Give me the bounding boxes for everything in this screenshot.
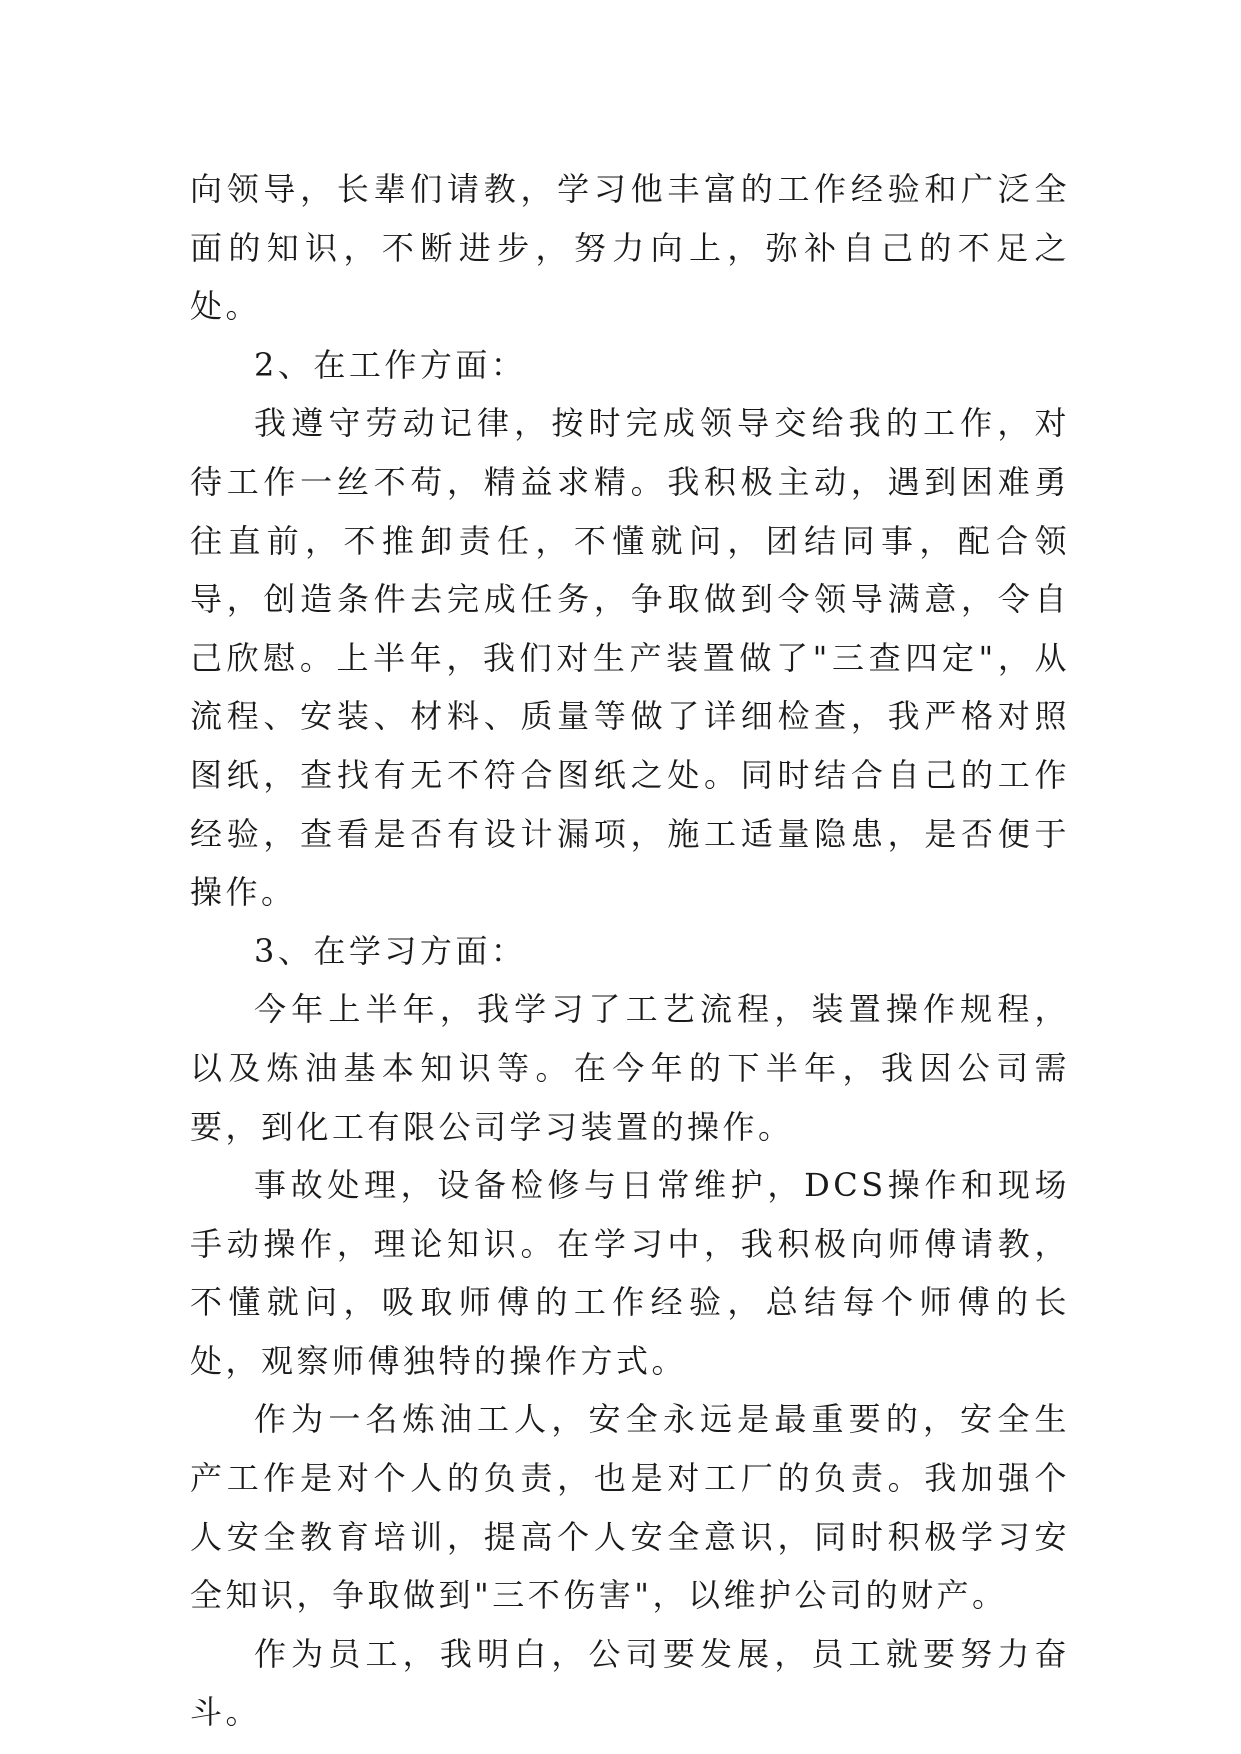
paragraph-training: 事故处理，设备检修与日常维护，DCS操作和现场手动操作，理论知识。在学习中，我积极向师傅请教，不懂就问，吸取师傅的工作经验，总结每个师傅的长处，观察师傅独特的操作方式。 <box>190 1166 1070 1380</box>
section-heading-work: 2、在工作方面： <box>254 345 527 384</box>
paragraph-safety: 作为一名炼油工人，安全永远是最重要的，安全生产工作是对个人的负责，也是对工厂的负责。我加强个人安全教育培训，提高个人安全意识，同时积极学习安全知识，争取做到"三不伤害"，以维护公司的财产。 <box>190 1400 1070 1615</box>
paragraph-work: 我遵守劳动记律，按时完成领导交给我的工作，对待工作一丝不苟，精益求精。我积极主动，遇到困难勇往直前，不推卸责任，不懂就问，团结同事，配合领导，创造条件去完成任务，争取做到令领导满意，令自己欣慰。上半年，我们对生产装置做了"三查四定"，从流程、安装、材料、质量等做了详细检查，我严格对照图纸，查找有无不符合图纸之处。同时结合自己的工作经验，查看是否有设计漏项，施工适量隐患，是否便于操作。 <box>190 404 1070 912</box>
paragraph-continuation: 向领导，长辈们请教，学习他丰富的工作经验和广泛全面的知识，不断进步，努力向上，弥补自己的不足之处。 <box>190 170 1070 326</box>
section-heading-study: 3、在学习方面： <box>254 931 527 970</box>
paragraph-study: 今年上半年，我学习了工艺流程，装置操作规程，以及炼油基本知识等。在今年的下半年，我因公司需要，到化工有限公司学习装置的操作。 <box>190 990 1070 1146</box>
document-body <box>190 160 1070 1742</box>
paragraph-employee: 作为员工，我明白，公司要发展，员工就要努力奋斗。 <box>190 1634 1070 1732</box>
